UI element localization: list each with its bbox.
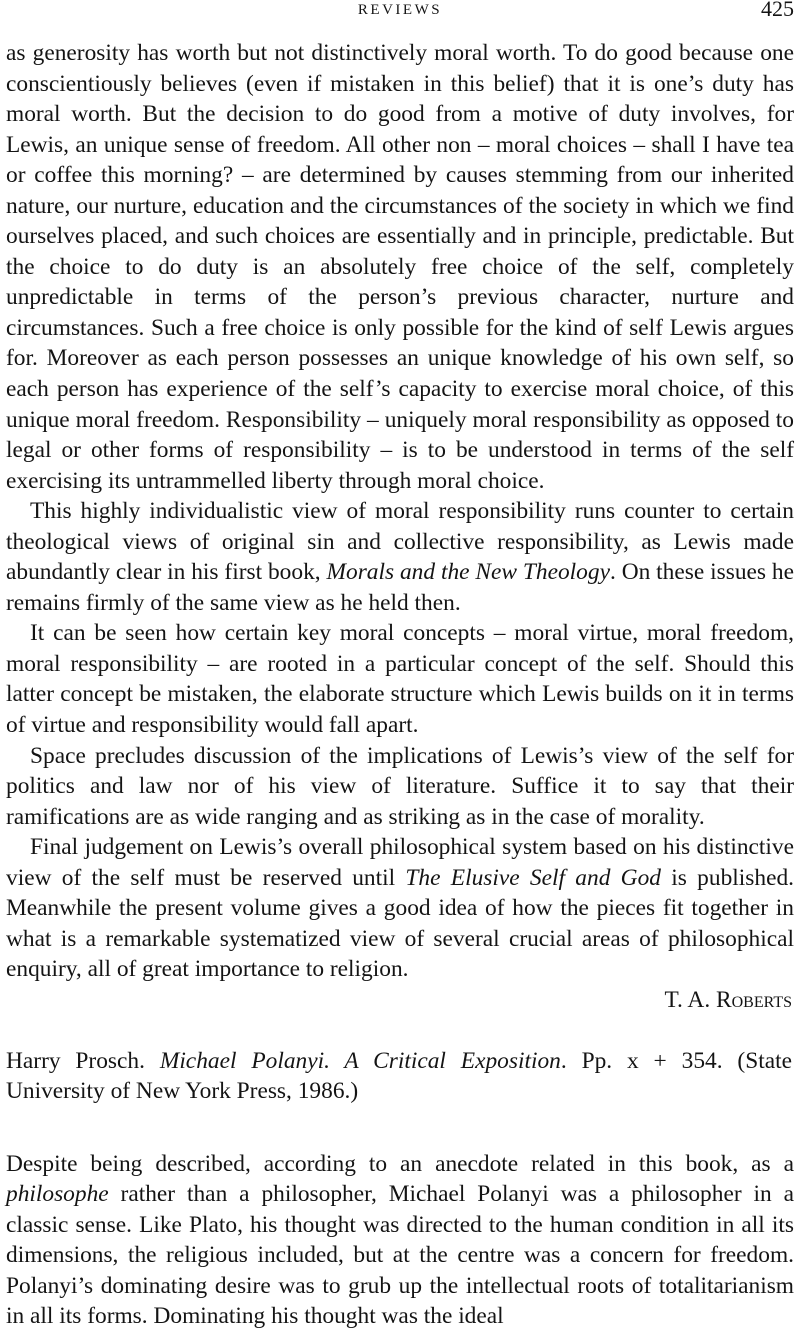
paragraph-2-text-b: . On these issues he remains firmly of the same view as he held then. [6,559,794,616]
page-header [6,0,794,38]
cited-book-title: Morals and the New Theology [326,559,610,586]
polanyi-text-a: Despite being described, according to an anecdote related in this book, as a [6,1150,794,1177]
review-lewis [6,38,794,1016]
book-title: Michael Polanyi. A Critical Exposition [159,1047,561,1074]
book-author: Harry Prosch. [6,1047,160,1074]
paragraph-2-text-a: This highly individualistic view of moral responsibility runs counter to certain theological views of original sin and collective responsibility, as Lewis made abundantly clear in his first book, [6,498,794,586]
paragraph-4: Space precludes discussion of the implications of Lewis’s view of the self for politics and law nor of his view of literature. Suffice it to say that their ramifications are as wide ranging and as striking as in the case of morality. [6,742,794,830]
italic-term: philosophe [6,1181,109,1208]
paragraph-5 [6,832,794,985]
paragraph-5-text-a: Final judgement on Lewis’s overall philosophical system based on his distinctive view of the self must be reserved until [6,834,794,891]
paragraph-2 [6,496,794,618]
book-citation [6,1046,794,1107]
polanyi-text-b: rather than a philosopher, Michael Polanyi was a philosopher in a classic sense. Like Plato, his thought was directed to the human condition in all its dimensions, the religious included, but at the centre was a concern for freedom. Polanyi’s dominating desire was to grub up the intellectual roots of totalitarianism in all its forms. Dominating his thought was the ideal [6,1181,794,1330]
page-number: 425 [761,0,794,21]
review-polanyi-paragraph-1 [6,1149,794,1332]
paragraph-3: It can be seen how certain key moral concepts – moral virtue, moral freedom, moral responsibility – are rooted in a particular concept of the self. Should this latter concept be mistaken, the elaborate structure which Lewis builds on it in terms of virtue and responsibility would fall apart. [6,620,794,739]
book-details: . Pp. x + 354. (State University of New York Press, 1986.) [6,1047,792,1105]
paragraph-5-text-b: is published. Meanwhile the present volume gives a good idea of how the pieces fit together in what is a remarkable systematized view of several crucial areas of philosophical enquiry, all of great importance to religion. [6,864,794,983]
journal-page [6,0,794,1330]
reviewer-signature: T. A. Roberts [664,986,792,1013]
paragraph-1: as generosity has worth but not distinctively moral worth. To do good because one conscientiously believes (even if mistaken in this belief) that it is one’s duty has moral worth. But the decision to do good from a motive of duty involves, for Lewis, an unique sense of freedom. All other non – moral choices – shall I have tea or coffee this morning? – are determined by causes stemming from our inherited nature, our nurture, education and the circumstances of the society in which we find ourselves placed, and such choices are essentially and in principle, predictable. But the choice to do duty is an absolutely free choice of the self, completely unpredictable in terms of the person’s previous character, nurture and circumstances. Such a free choice is only possible for the kind of self Lewis argues for. Moreover as each person possesses an unique knowledge of his own self, so each person has experience of the self’s capacity to exercise moral choice, of this unique moral freedom. Responsibility – uniquely moral responsibility as opposed to legal or other forms of responsibility – is to be understood in terms of the self exercising its untrammelled liberty through moral choice. [6,40,794,494]
forthcoming-book-title: The Elusive Self and God [405,864,661,891]
running-title: REVIEWS [357,2,443,18]
